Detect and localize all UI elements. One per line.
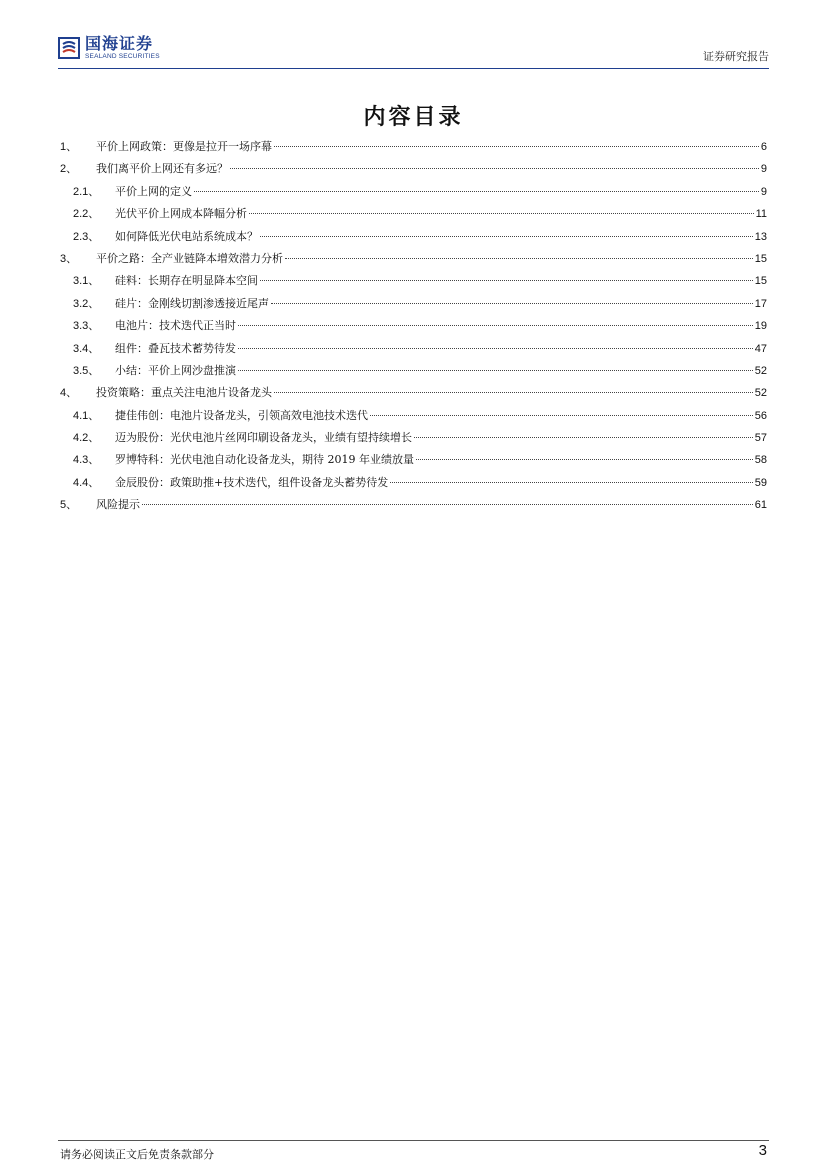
toc-entry-number: 3.2、 [73,297,100,310]
toc-leader-dots [260,280,753,281]
page-number: 3 [758,1142,767,1159]
toc-entry-title: 硅料：长期存在明显降本空间 [115,274,258,288]
toc-entry-page: 13 [754,230,767,243]
toc-leader-dots [390,482,753,483]
toc-entry-page: 56 [754,409,767,422]
toc-entry-title: 金辰股份：政策助推+技术迭代，组件设备龙头蓄势待发 [115,475,389,489]
toc-leader-dots [416,459,753,460]
toc-entry[interactable] [60,295,767,317]
toc-entry-number: 4.3、 [73,454,100,467]
toc-entry-number: 3.5、 [73,364,100,377]
toc-entry[interactable] [60,160,767,182]
toc-entry-title: 罗博特科：光伏电池自动化设备龙头，期待 2019 年业绩放量 [115,453,414,467]
sealand-logo-icon [58,36,80,60]
toc-entry-title: 光伏平价上网成本降幅分析 [115,207,247,221]
toc-entry-title: 小结：平价上网沙盘推演 [115,363,236,377]
toc-leader-dots [260,236,753,237]
toc-entry[interactable] [60,407,767,429]
report-type-label: 证券研究报告 [703,50,769,63]
toc-entry-page: 17 [754,297,767,310]
toc-leader-dots [230,168,759,169]
toc-entry[interactable] [60,205,767,227]
footer-divider [58,1140,769,1141]
toc-entry-page: 58 [754,454,767,467]
toc-entry-number: 5、 [60,499,78,512]
toc-leader-dots [271,303,753,304]
toc-entry[interactable] [60,429,767,451]
toc-entry-number: 2.3、 [73,230,100,243]
toc-entry-title: 平价上网政策：更像是拉开一场序幕 [96,140,272,153]
logo-chinese-name: 国海证券 [85,34,154,53]
toc-entry-page: 9 [760,185,767,198]
toc-entry-title: 平价上网的定义 [115,184,192,198]
toc-entry-number: 4.2、 [73,432,100,445]
toc-leader-dots [238,325,753,326]
toc-entry-title: 投资策略：重点关注电池片设备龙头 [96,386,272,400]
toc-entry[interactable] [60,384,767,406]
toc-entry-page: 59 [754,476,767,489]
toc-entry-number: 3.4、 [73,342,100,355]
toc-entry-number: 3.1、 [73,275,100,288]
toc-entry-number: 2.1、 [73,185,100,198]
toc-entry-number: 3.3、 [73,320,100,333]
toc-entry-page: 19 [754,320,767,333]
toc-entry-page: 11 [755,208,767,221]
toc-entry-page: 61 [754,499,767,512]
toc-entry-title: 平价之路：全产业链降本增效潜力分析 [96,251,283,265]
company-logo [58,36,160,61]
toc-entry-number: 1、 [60,141,78,153]
toc-entry-page: 57 [754,432,767,445]
toc-entry-page: 15 [754,252,767,265]
toc-entry-title: 我们离平价上网还有多远？ [96,162,228,176]
toc-entry[interactable] [60,474,767,496]
toc-leader-dots [238,348,753,349]
toc-entry-title: 硅片：金刚线切割渗透接近尾声 [115,296,269,310]
logo-english-name: SEALAND SECURITIES [85,53,160,60]
toc-entry-page: 15 [754,275,767,288]
toc-entry[interactable] [60,340,767,362]
toc-leader-dots [274,146,759,147]
toc-entry[interactable] [60,496,767,518]
toc-entry-title: 组件：叠瓦技术蓄势待发 [115,341,236,355]
toc-leader-dots [142,504,753,505]
toc-entry[interactable] [60,362,767,384]
toc-entry-page: 6 [760,141,767,153]
toc-leader-dots [194,191,759,192]
toc-entry-number: 4.4、 [73,476,100,489]
header-divider [58,68,769,69]
toc-entry[interactable] [60,317,767,339]
toc-entry-title: 风险提示 [96,498,140,512]
toc-entry[interactable] [60,138,767,160]
toc-entry-page: 47 [754,342,767,355]
toc-entry-page: 9 [760,163,767,176]
toc-entry-number: 3、 [60,252,78,265]
toc-entry-title: 捷佳伟创：电池片设备龙头，引领高效电池技术迭代 [115,408,368,422]
toc-leader-dots [274,392,753,393]
toc-entry[interactable] [60,250,767,272]
page-title: 内容目录 [363,104,464,130]
footer-disclaimer: 请务必阅读正文后免责条款部分 [60,1148,214,1161]
toc-entry-number: 2.2、 [73,208,100,221]
toc-entry-number: 4、 [60,387,78,400]
toc-entry[interactable] [60,228,767,250]
toc-entry-page: 52 [754,364,767,377]
toc-entry-page: 52 [754,387,767,400]
toc-entry-title: 迈为股份：光伏电池片丝网印刷设备龙头，业绩有望持续增长 [115,431,412,445]
toc-entry[interactable] [60,451,767,473]
table-of-contents [60,138,767,519]
toc-leader-dots [238,370,753,371]
toc-entry-title: 如何降低光伏电站系统成本？ [115,229,258,243]
page-header [58,34,769,70]
toc-entry[interactable] [60,183,767,205]
toc-leader-dots [414,437,753,438]
toc-entry-number: 4.1、 [73,409,100,422]
toc-leader-dots [249,213,754,214]
toc-entry-number: 2、 [60,163,78,176]
toc-leader-dots [285,258,753,259]
toc-leader-dots [370,415,753,416]
toc-entry-title: 电池片：技术迭代正当时 [115,319,236,333]
toc-entry[interactable] [60,272,767,294]
